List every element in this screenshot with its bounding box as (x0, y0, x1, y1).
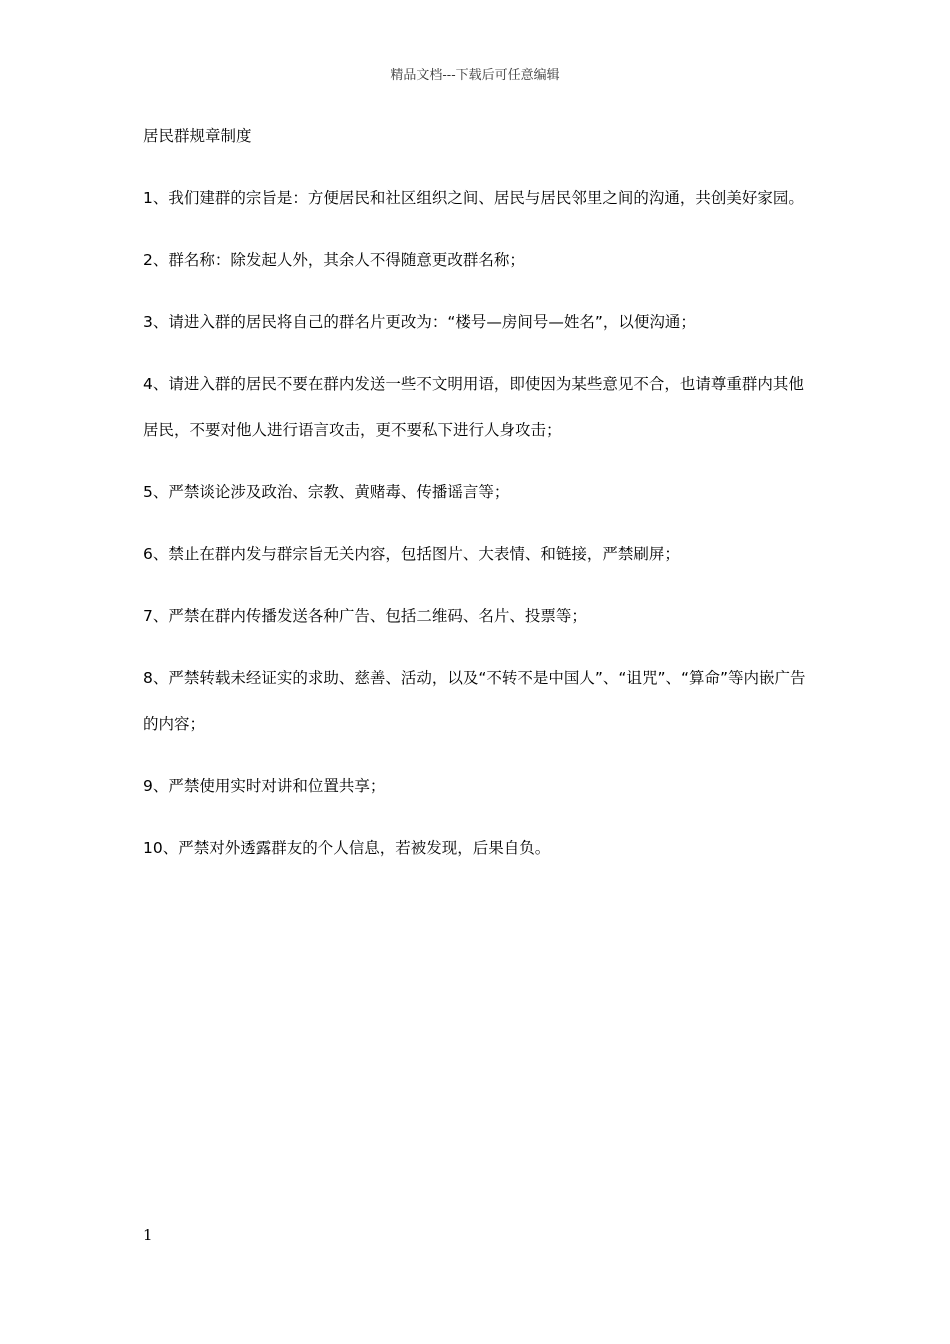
rule-item: 7、严禁在群内传播发送各种广告、包括二维码、名片、投票等； (143, 607, 587, 625)
rules-list (143, 175, 813, 871)
rule-item: 6、禁止在群内发与群宗旨无关内容，包括图片、大表情、和链接，严禁刷屏； (143, 545, 680, 563)
document-body (143, 124, 813, 898)
rule-item: 10、严禁对外透露群友的个人信息，若被发现，后果自负。 (143, 839, 551, 857)
page-header: 精品文档---下载后可任意编辑 (390, 68, 560, 83)
rule-item: 1、我们建群的宗旨是：方便居民和社区组织之间、居民与居民邻里之间的沟通，共创美好家园。 (143, 189, 804, 207)
page-number: 1 (143, 1226, 153, 1244)
document-title: 居民群规章制度 (143, 127, 252, 145)
rule-item: 8、严禁转载未经证实的求助、慈善、活动，以及“不转不是中国人”、“诅咒”、“算命”等内嵌广告的内容； (143, 669, 806, 733)
rule-item: 9、严禁使用实时对讲和位置共享； (143, 777, 386, 795)
rule-item: 4、请进入群的居民不要在群内发送一些不文明用语，即使因为某些意见不合，也请尊重群内其他居民，不要对他人进行语言攻击，更不要私下进行人身攻击； (143, 375, 804, 439)
rule-item: 3、请进入群的居民将自己的群名片更改为：“楼号—房间号—姓名”，以便沟通； (143, 313, 696, 331)
rule-item: 5、严禁谈论涉及政治、宗教、黄赌毒、传播谣言等； (143, 483, 510, 501)
rule-item: 2、群名称：除发起人外，其余人不得随意更改群名称； (143, 251, 525, 269)
